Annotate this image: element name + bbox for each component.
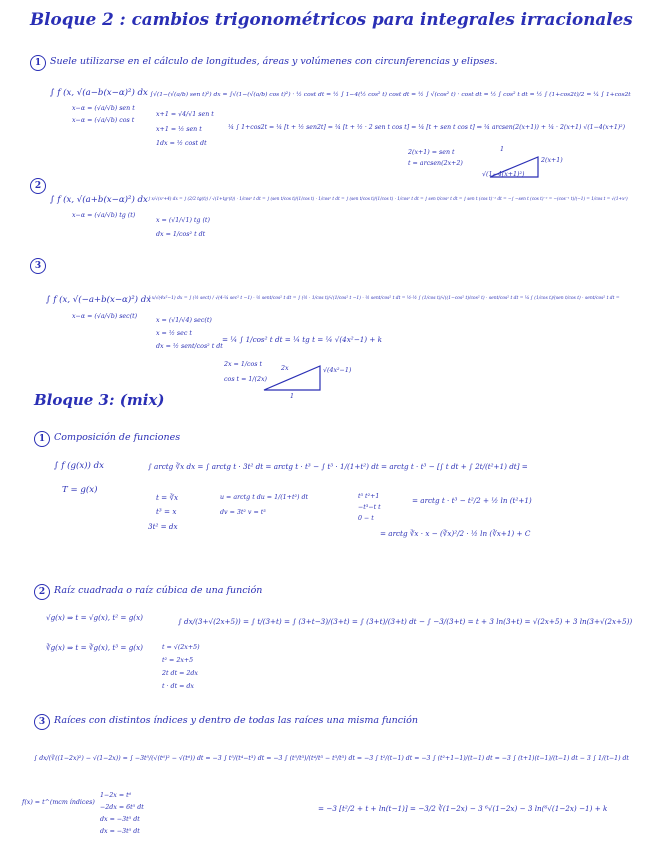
step: t · dt = dx (162, 683, 194, 690)
step: −t³−t t (358, 504, 381, 511)
step: dx = ½ sent/cos² t dt (156, 343, 223, 350)
step: −2dx = 6t⁵ dt (100, 804, 144, 811)
item-number: 1 (34, 431, 50, 447)
step: t³ = x (156, 507, 177, 516)
section-heading: Raíces con distintos índices y dentro de todas las raíces una misma función (54, 715, 418, 726)
triangle-label: 2(x+1) (541, 157, 563, 164)
step: 1−2x = t⁶ (100, 792, 132, 799)
substitution: x−α = (√a/√b) sec(t) (72, 313, 138, 320)
step: dv = 3t² v = t³ (220, 509, 266, 516)
section-heading: Raíz cuadrada o raíz cúbica de una función (54, 585, 263, 596)
item-number: 1 (30, 55, 46, 71)
step: dx = −3t⁵ dt (100, 828, 140, 835)
step: x+1 = √4/√1 sen t (156, 111, 214, 118)
step: t² = 2x+5 (162, 657, 194, 664)
integral-form: ∫ f (g(x)) dx (54, 461, 104, 471)
integral-form: ∛g(x) ⇒ t = ∛g(x), t³ = g(x) (46, 643, 143, 652)
triangle-label: 2x (281, 365, 289, 372)
note: 2x = 1/cos t (224, 361, 263, 368)
triangle-label: √(1−4(x+1)²) (482, 171, 525, 178)
step: 3t² = dx (148, 522, 178, 531)
bloque3-title: Bloque 3: (mix) (34, 391, 165, 409)
step: 2t dt = 2dx (162, 670, 198, 677)
item-number: 2 (34, 584, 50, 600)
step: dx = −3t⁵ dt (100, 816, 140, 823)
equation-line: ∫ x/√(x²+4) dx = ∫ (2/2 tg(t)) / √(1+tg²(t)) · 1/cos² t dt = ∫ (sen t/cos t)/(1/cos t) · 1/cos² t dt = ∫ (sen t/cos t)/(1/cos t) · 1/cos² t dt = ∫ sen t/cos² t dt = ∫ sen t (cos t)⁻² dt = −∫ −sen t (cos t)⁻² = −(cos⁻¹ t)/(−1) = 1/cos t = √(1+x²) (148, 196, 628, 201)
step: t = √(2x+5) (162, 644, 200, 651)
step: x = (√1/√4) sec(t) (156, 317, 212, 324)
triangle-label: √(4x²−1) (323, 367, 352, 374)
integral-form: ∫ f (x, √(−a+b(x−α)²) dx (46, 295, 152, 305)
equation-line: ¼ ∫ 1+cos2t = ¼ [t + ½ sen2t] = ¼ [t + ½ · 2 sen t cos t] = ¼ [t + sen t cos t] ⇒ ¼ arcsen(2(x+1)) + ¼ · 2(x+1) √(1−4(x+1)²) (228, 124, 626, 131)
step: t³ t²+1 (358, 493, 380, 500)
triangle-label: 1 (290, 393, 295, 400)
substitution: x−α = (√a/√b) cos t (72, 117, 135, 124)
step: x = (√1/√1) tg (t) (156, 217, 210, 224)
integral-form: √g(x) ⇒ t = √g(x), t² = g(x) (46, 613, 143, 622)
side-note: f(x) = t^(mcm índices) (22, 799, 95, 806)
note: 2(x+1) = sen t (408, 149, 455, 156)
substitution: x−α = (√a/√b) sen t (72, 105, 135, 112)
note: cos t = 1/(2x) (224, 376, 267, 383)
item-number: 2 (30, 178, 46, 194)
integral-form: ∫ f (x, √(a−b(x−α)²) dx (50, 88, 148, 98)
bloque2-title: Bloque 2 : cambios trigonométricos para integrales irracionales (30, 9, 633, 29)
step: dx = 1/cos² t dt (156, 231, 206, 238)
step: 1dx = ½ cost dt (156, 140, 207, 147)
step: x = ½ sec t (156, 330, 192, 337)
equation-line: = −3 [t²/2 + t + ln(t−1)] = −3/2 ∛(1−2x) − 3 ⁶√(1−2x) − 3 ln(⁶√(1−2x) −1) + k (318, 804, 608, 813)
step: 0 − t (358, 515, 374, 522)
step: u = arctg t du = 1/(1+t²) dt (220, 494, 309, 501)
equation-line: ∫ x/√(4x²−1) dx = ∫ (½ sect) / √(4·¼ sec² t −1) · ½ sent/cos² t dt = ∫ (½ · 1/cos t)/√(1/cos² t −1) · ½ sent/cos² t dt = ½·½ ∫ (1/cos t)/√((1−cos² t)/cos² t) · sent/cos² t dt = ¼ ∫ (1/cos t)/(sen t/cos t) · sent/cos² t dt = (148, 296, 620, 301)
equation-line: ∫ arctg ∛x dx = ∫ arctg t · 3t² dt = arctg t · t³ − ∫ t³ · 1/(1+t²) dt = arctg t · t³ − [∫ t dt + ∫ 2t/(t²+1) dt] = (148, 462, 528, 471)
substitution: x−α = (√a/√b) tg (t) (72, 212, 136, 219)
integral-form: ∫ f (x, √(a+b(x−α)²) dx (50, 195, 148, 205)
item-number: 3 (30, 258, 46, 274)
section-heading: Composición de funciones (54, 432, 181, 443)
equation-line: = arctg ∛x · x − (∛x)²/2 · ½ ln (∛x+1) + C (380, 529, 531, 538)
note: t = arcsen(2x+2) (408, 160, 463, 167)
step: x+1 = ½ sen t (156, 126, 202, 133)
triangle-label: 1 (500, 146, 505, 153)
equation-line: ∫√(1−(√(a/b) sen t)²) dx = ∫√(1−(√(a/b) cos t)²) · ½ cost dt = ½ ∫ 1−4(½ cos² t) cost dt = ½ ∫ √(cos² t) · cost dt = ½ ∫ cos² t dt = ½ ∫ (1+cos2t)/2 = ¼ ∫ 1+cos2t (150, 91, 631, 98)
substitution: T = g(x) (62, 485, 98, 495)
equation-line: = arctg t · t³ − t²/2 + ½ ln (t²+1) (412, 496, 532, 505)
equation-line: ∫ dx/(∛((1−2x)²) − √(1−2x)) = ∫ −3t⁵/(√(t⁶)² − √(t⁶)) dt = −3 ∫ t⁵/(t⁴−t³) dt = −3 ∫ (t⁵/t³)/(t⁴/t³ − t³/t³) dt = −3 ∫ t²/(t−1) dt = −3 ∫ (t²+1−1)/(t−1) dt = −3 ∫ (t+1)(t−1)/(t−1) dt − 3 ∫ 1/(t−1) dt (34, 755, 629, 762)
section-heading: Suele utilizarse en el cálculo de longitudes, áreas y volúmenes con circunferencias y elipses. (50, 56, 498, 67)
step: t = ∛x (156, 493, 179, 502)
equation-line: = ¼ ∫ 1/cos² t dt = ¼ tg t = ¼ √(4x²−1) + k (222, 335, 383, 344)
item-number: 3 (34, 714, 50, 730)
equation-line: ∫ dx/(3+√(2x+5)) = ∫ t/(3+t) = ∫ (3+t−3)/(3+t) = ∫ (3+t)/(3+t) dt − ∫ −3/(3+t) = t + 3 ln(3+t) = √(2x+5) + 3 ln(3+√(2x+5)) (178, 617, 633, 626)
